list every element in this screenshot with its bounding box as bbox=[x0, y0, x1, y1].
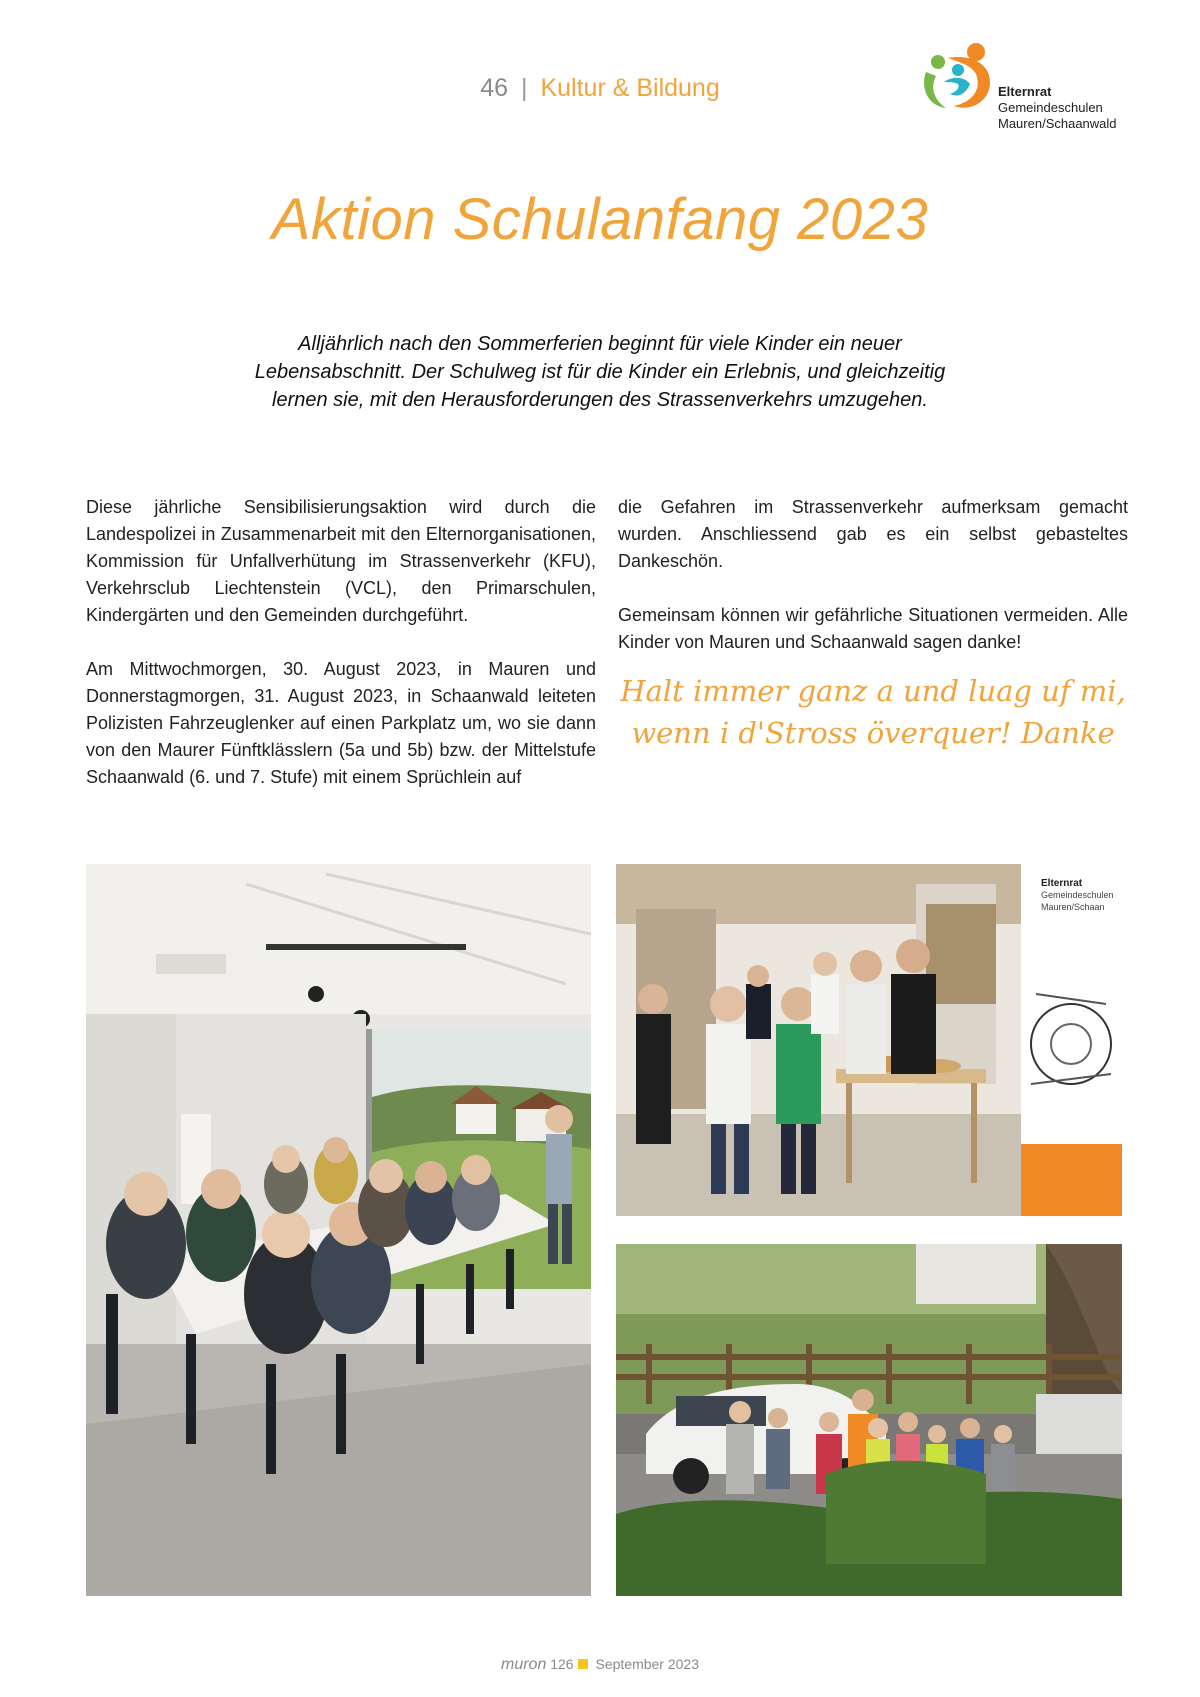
banner-text-line-1: Elternrat bbox=[1041, 878, 1083, 889]
logo-line-3: Mauren/Schaanwald bbox=[998, 116, 1117, 131]
footer-date: September 2023 bbox=[595, 1656, 700, 1672]
body-column-left bbox=[86, 494, 596, 818]
footer-square-icon bbox=[578, 1659, 588, 1669]
body-paragraph: die Gefahren im Strassenverkehr aufmerksam gemacht wurden. Anschliessend gab es ein selbst gebasteltes Dankeschön. bbox=[618, 497, 1128, 571]
quote-line-2: wenn i d'Stross överquer! Danke bbox=[631, 716, 1115, 750]
page-number: 46 bbox=[480, 74, 509, 102]
elternrat-logo bbox=[918, 40, 1128, 140]
page-footer bbox=[0, 1656, 1200, 1674]
footer-issue: 126 bbox=[550, 1656, 574, 1672]
section-name: Kultur & Bildung bbox=[540, 74, 720, 102]
quote-line-1: Halt immer ganz a und luag uf mi, bbox=[620, 674, 1126, 708]
body-paragraph: Diese jährliche Sensibilisierungsaktion wird durch die Landespolizei in Zusammenarbeit mit den Elternorganisationen, Kommission für Unfallverhütung im Strassenverkehr (KFU), Verkehrsclub Liechtenstein (VCL), den Primarschulen, Kindergärten und den Gemeinden durchgeführt. bbox=[86, 497, 596, 625]
banner-text-line-2: Gemeindeschulen bbox=[1041, 890, 1114, 900]
photo-children-dining-room bbox=[86, 864, 591, 1596]
handwritten-quote bbox=[618, 670, 1128, 754]
photo-children-parking-lot bbox=[616, 1244, 1122, 1596]
footer-brand: muron bbox=[500, 1656, 547, 1673]
logo-line-1: Elternrat bbox=[998, 84, 1052, 99]
elternrat-logo-icon bbox=[918, 40, 998, 120]
intro-line-1: Alljährlich nach den Sommerferien beginnt für viele Kinder ein neuer bbox=[298, 333, 902, 355]
article-title: Aktion Schulanfang 2023 bbox=[271, 187, 929, 252]
body-column-right bbox=[618, 494, 1128, 683]
photo-children-buffet bbox=[616, 864, 1122, 1216]
intro-line-2: Lebensabschnitt. Der Schulweg ist für die Kinder ein Erlebnis, und gleichzeitig bbox=[254, 361, 946, 383]
banner-text-line-3: Mauren/Schaan bbox=[1041, 902, 1105, 912]
intro-line-3: lernen sie, mit den Herausforderungen des Strassenverkehrs umzugehen. bbox=[272, 389, 928, 411]
body-paragraph: Gemeinsam können wir gefährliche Situationen vermeiden. Alle Kinder von Mauren und Schaanwald sagen danke! bbox=[618, 605, 1128, 652]
header-separator: | bbox=[521, 74, 528, 102]
elternrat-logo-text bbox=[998, 84, 1117, 132]
body-paragraph: Am Mittwochmorgen, 30. August 2023, in Mauren und Donnerstagmorgen, 31. August 2023, in Schaanwald leiteten Polizisten Fahrzeuglenker auf einen Parkplatz um, wo sie dann von den Maurer Fünftklässlern (5a und 5b) bzw. der Mittelstufe Schaanwald (6. und 7. Stufe) mit einem Sprüchlein auf bbox=[86, 659, 596, 787]
logo-line-2: Gemeindeschulen bbox=[998, 100, 1103, 115]
article-intro bbox=[200, 330, 1000, 414]
